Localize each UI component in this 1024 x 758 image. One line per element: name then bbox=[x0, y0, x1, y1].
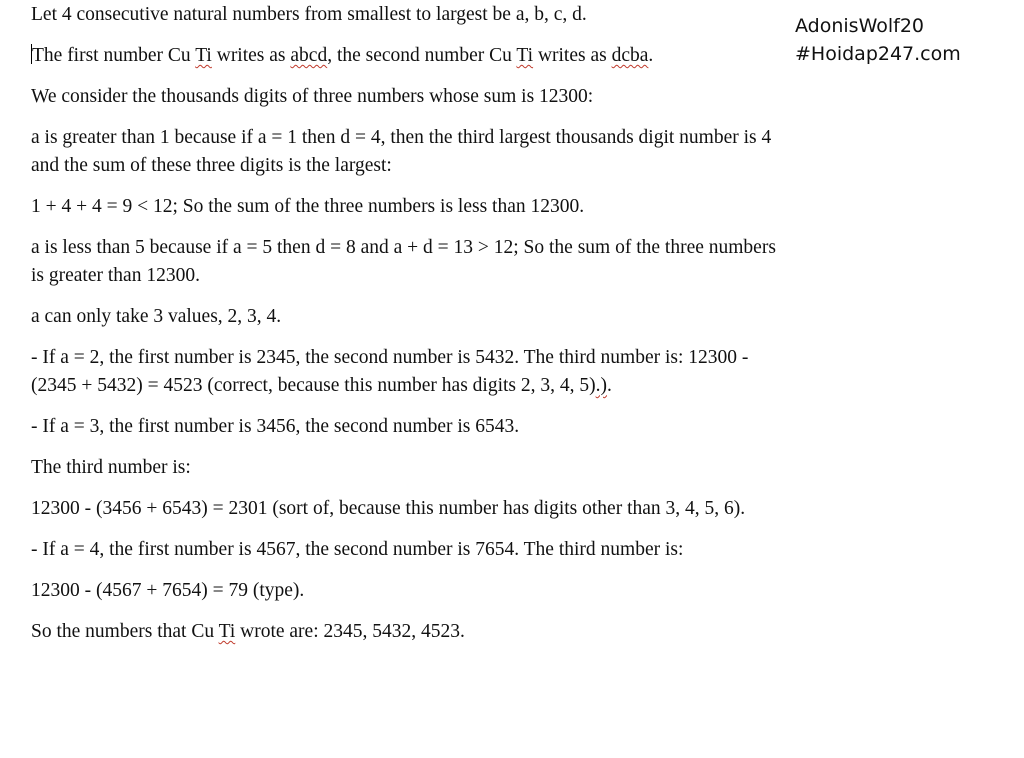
paragraph-13: 12300 - (4567 + 7654) = 79 (type). bbox=[31, 580, 305, 601]
text-run: wrote are: 2345, 5432, 4523. bbox=[235, 621, 465, 642]
watermark bbox=[795, 12, 961, 68]
misspelled-word[interactable]: dcba bbox=[611, 45, 649, 66]
text-run: - If a = 2, the first number is 2345, the second number is 5432. The third number is: 12300 - (2345 + 5432) = 4523 (correct, because this number has digits 2, 3, 4, 5) bbox=[31, 347, 749, 396]
misspelled-word[interactable]: .) bbox=[595, 375, 607, 396]
misspelled-word[interactable]: Ti bbox=[195, 45, 212, 66]
document-body bbox=[31, 0, 791, 659]
misspelled-word[interactable]: Ti bbox=[516, 45, 534, 66]
paragraph-1: Let 4 consecutive natural numbers from smallest to largest be a, b, c, d. bbox=[31, 4, 587, 25]
paragraph-2 bbox=[31, 42, 791, 70]
paragraph-5: 1 + 4 + 4 = 9 < 12; So the sum of the three numbers is less than 12300. bbox=[31, 196, 585, 217]
paragraph-11: 12300 - (3456 + 6543) = 2301 (sort of, because this number has digits other than 3, 4, 5, 6). bbox=[31, 498, 746, 519]
text-run: The first number Cu bbox=[32, 45, 196, 66]
paragraph-8 bbox=[31, 344, 791, 400]
paragraph-3: We consider the thousands digits of three numbers whose sum is 12300: bbox=[31, 86, 594, 107]
watermark-author: AdonisWolf20 bbox=[795, 15, 925, 37]
text-run: writes as bbox=[533, 45, 612, 66]
text-run: . bbox=[648, 45, 654, 66]
text-run: , the second number Cu bbox=[327, 45, 517, 66]
paragraph-4: a is greater than 1 because if a = 1 then d = 4, then the third largest thousands digit number is 4 and the sum of these three digits is the largest: bbox=[31, 127, 772, 176]
paragraph-7: a can only take 3 values, 2, 3, 4. bbox=[31, 306, 282, 327]
text-run: writes as bbox=[211, 45, 291, 66]
misspelled-word[interactable]: Ti bbox=[218, 621, 236, 642]
misspelled-word[interactable]: abcd bbox=[290, 45, 328, 66]
paragraph-9: - If a = 3, the first number is 3456, the second number is 6543. bbox=[31, 416, 520, 437]
paragraph-10: The third number is: bbox=[31, 457, 191, 478]
paragraph-6: a is less than 5 because if a = 5 then d = 8 and a + d = 13 > 12; So the sum of the three numbers is greater than 12300. bbox=[31, 237, 776, 286]
text-run: So the numbers that Cu bbox=[31, 621, 219, 642]
watermark-site: #Hoidap247.com bbox=[795, 43, 961, 65]
text-run: . bbox=[607, 375, 612, 396]
paragraph-14 bbox=[31, 618, 791, 646]
paragraph-12: - If a = 4, the first number is 4567, the second number is 7654. The third number is: bbox=[31, 539, 684, 560]
